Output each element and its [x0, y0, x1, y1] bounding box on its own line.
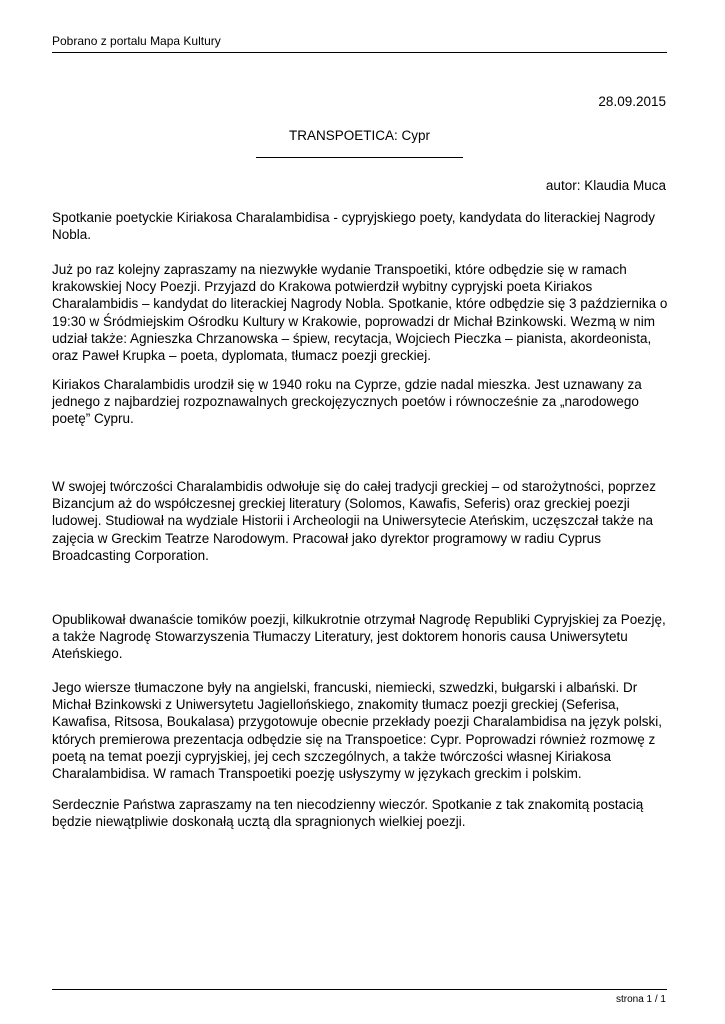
footer-divider: [52, 989, 667, 990]
document-author: autor: Klaudia Muca: [545, 178, 666, 193]
paragraph-intro: Spotkanie poetyckie Kiriakosa Charalambidisa - cypryjskiego poety, kandydata do literackiej Nagrody Nobla.: [52, 210, 656, 243]
paragraph-biography: Kiriakos Charalambidis urodził się w 1940 roku na Cyprze, gdzie nadal mieszka. Jest uznawany za jednego z najbardziej rozpoznawalnych greckojęzycznych poetów i równocześnie za „narodowego poetę” Cypru.: [52, 377, 642, 427]
page-number: strona 1 / 1: [615, 994, 666, 1005]
document-date: 28.09.2015: [598, 94, 666, 109]
document-title: TRANSPOETICA: Cypr: [288, 128, 431, 143]
paragraph-translations: Jego wiersze tłumaczone były na angielski, francuski, niemiecki, szwedzki, bułgarski i albański. Dr Michał Bzinkowski z Uniwersytetu Jagiellońskiego, znakomity tłumacz poezji greckiej (Seferisa, Kawafisa, Ritsosa, Boukalasa) przygotowuje obecnie przekłady poezji Charalambidisa na język polski, których premierowa prezentacja odbędzie się na Transpoetice: Cypr. Poprowadzi również rozmowę z poetą na temat poezji cypryjskiej, jej cech szczególnych, a także twórczości własnej Kiriakosa Charalambidisa. W ramach Transpoetiki poezję usłyszymy w językach greckim i polskim.: [52, 680, 663, 782]
title-underline: [256, 157, 463, 158]
paragraph-invitation: Serdecznie Państwa zapraszamy na ten niecodzienny wieczór. Spotkanie z tak znakomitą postacią będzie niewątpliwie doskonałą ucztą dla spragnionych wielkiej poezji.: [52, 797, 644, 830]
paragraph-event: Już po raz kolejny zapraszamy na niezwykłe wydanie Transpoetiki, które odbędzie się w ramach krakowskiej Nocy Poezji. Przyjazd do Krakowa potwierdził wybitny cypryjski poeta Kiriakos Charalambidis – kandydat do literackiej Nagrody Nobla. Spotkanie, które odbędzie się 3 października o 19:30 w Śródmiejskim Ośrodku Kultury w Krakowie, poprowadzi dr Michał Bzinkowski. Wezmą w nim udział także: Agnieszka Chrzanowska – śpiew, recytacja, Wojciech Pieczka – pianista, akordeonista, oraz Paweł Krupka – poeta, dyplomata, tłumacz poezji greckiej.: [52, 262, 668, 364]
paragraph-awards: Opublikował dwanaście tomików poezji, kilkukrotnie otrzymał Nagrodę Republiki Cypryjskiej za Poezję, a także Nagrodę Stowarzyszenia Tłumaczy Literatury, jest doktorem honoris causa Uniwersytetu Ateńskiego.: [52, 612, 666, 662]
paragraph-work: W swojej twórczości Charalambidis odwołuje się do całej tradycji greckiej – od starożytności, poprzez Bizancjum aż do współczesnej greckiej literatury (Solomos, Kawafis, Seferis) oraz greckiej poezji ludowej. Studiował na wydziale Historii i Archeologii na Uniwersytecie Ateńskim, uczęszczał także na zajęcia w Greckim Teatrze Narodowym. Pracował jako dyrektor programowy w radiu Cyprus Broadcasting Corporation.: [52, 479, 656, 563]
source-label: Pobrano z portalu Mapa Kultury: [52, 34, 221, 48]
header-divider: [52, 52, 667, 53]
